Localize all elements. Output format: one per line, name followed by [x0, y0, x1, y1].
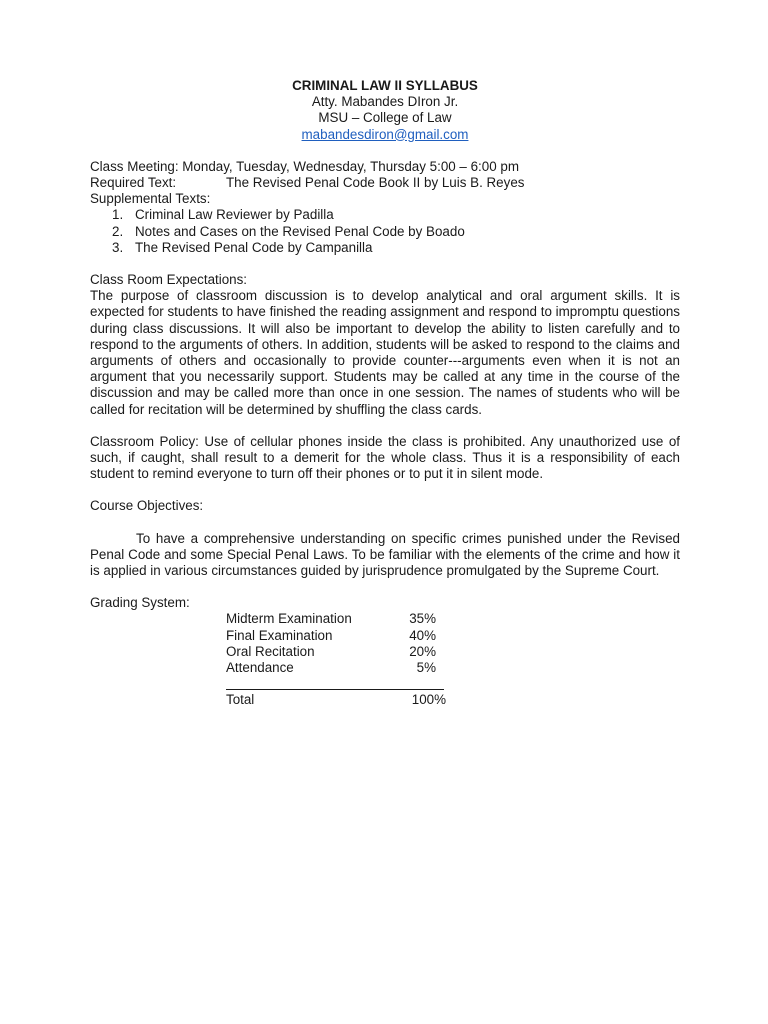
grading-row: Final Examination 40% [226, 627, 436, 643]
grading-table [226, 611, 446, 708]
expectations-body: The purpose of classroom discussion is to develop analytical and oral argument skills. It is expected for students to have finished the reading assignment and respond to impromptu questions during class discussions. It will also be important to develop the ability to listen carefully and to respond to the arguments of others. In addition, students will be asked to respond to the claims and arguments of others and occasionally to provide counter---arguments even when it is not an argument that you necessarily support. Students may be called at any time in the course of the discussion and may be called more than once in one session. The names of students who will be called for recitation will be determined by shuffling the class cards. [90, 288, 680, 417]
syllabus-header [90, 78, 680, 143]
class-meeting: Class Meeting: Monday, Tuesday, Wednesday, Thursday 5:00 – 6:00 pm [90, 158, 519, 174]
required-text [90, 175, 680, 191]
supplemental-texts-label: Supplemental Texts: [90, 191, 211, 207]
objectives-heading: Course Objectives: [90, 498, 204, 514]
grading-total-label: Total [226, 692, 255, 708]
document-title: CRIMINAL LAW II SYLLABUS [292, 78, 478, 93]
instructor-email-link[interactable]: mabandesdiron@gmail.com [301, 126, 469, 142]
supplemental-texts-list [90, 207, 680, 256]
grading-row: Oral Recitation 20% [226, 643, 436, 659]
institution-name: MSU – College of Law [318, 110, 452, 126]
syllabus-page [90, 78, 680, 709]
classroom-policy: Classroom Policy: Use of cellular phones inside the class is prohibited. Any unauthorized use of such, if caught, shall result to a demerit for the whole class. Thus it is a responsibility of each student to remind everyone to turn off their phones or to put it in silent mode. [90, 433, 680, 482]
list-item: 3. The Revised Penal Code by Campanilla [112, 239, 373, 255]
instructor-name: Atty. Mabandes DIron Jr. [311, 94, 459, 110]
objectives-body: To have a comprehensive understanding on specific crimes punished under the Revised Penal Code and some Special Penal Laws. To be familiar with the elements of the crime and how it is applied in various circumstances guided by jurisprudence promulgated by the Supreme Court. [90, 530, 680, 579]
required-text-value: The Revised Penal Code Book II by Luis B. Reyes [226, 175, 525, 191]
grading-heading: Grading System: [90, 595, 190, 611]
expectations-heading: Class Room Expectations: [90, 272, 248, 288]
list-item: 2. Notes and Cases on the Revised Penal Code by Boado [112, 223, 465, 239]
grading-divider [226, 676, 444, 690]
grading-row: Attendance 5% [226, 660, 436, 676]
required-text-label: Required Text: [90, 175, 177, 191]
grading-row: Midterm Examination 35% [226, 611, 436, 627]
grading-total-value: 100% [411, 692, 446, 708]
grading-total-row [226, 692, 446, 708]
list-item: 1. Criminal Law Reviewer by Padilla [112, 207, 334, 223]
